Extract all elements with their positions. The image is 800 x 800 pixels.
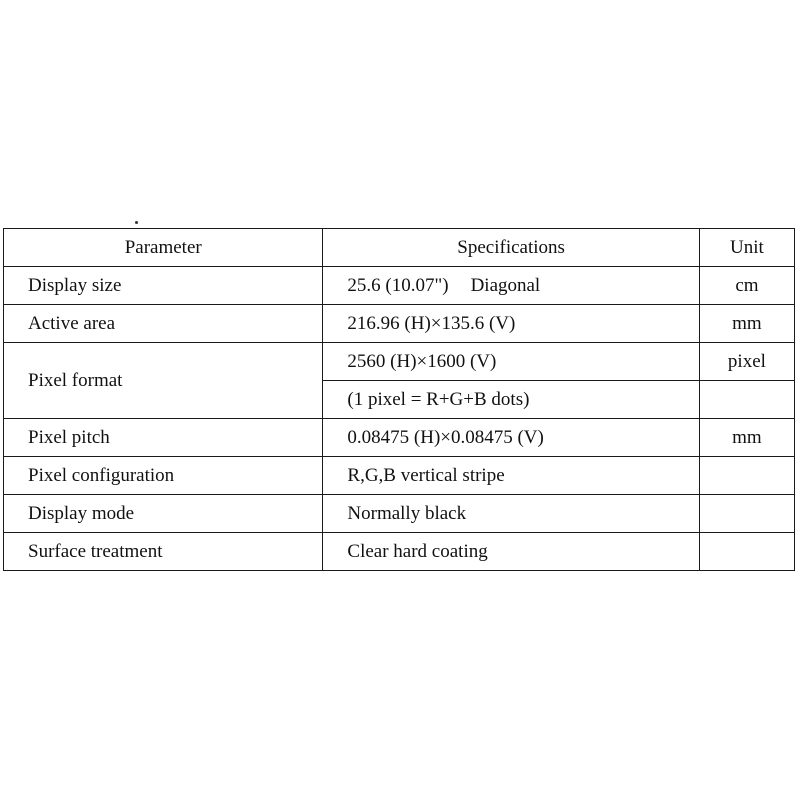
spec-extra: Diagonal	[470, 274, 541, 296]
spec-value: 25.6 (10.07")	[347, 274, 449, 296]
table-row	[4, 305, 795, 343]
table-row	[4, 419, 795, 457]
unit-cell	[699, 381, 794, 419]
spec-cell: 0.08475 (H)×0.08475 (V)	[323, 419, 699, 457]
unit-cell: pixel	[699, 343, 794, 381]
header-unit: Unit	[699, 229, 794, 267]
table-row	[4, 495, 795, 533]
spec-cell: 2560 (H)×1600 (V)	[323, 343, 699, 381]
spec-cell: R,G,B vertical stripe	[323, 457, 699, 495]
spec-cell: Clear hard coating	[323, 533, 699, 571]
unit-cell	[699, 457, 794, 495]
header-specifications: Specifications	[323, 229, 699, 267]
parameter-cell: Display mode	[4, 495, 323, 533]
parameter-cell: Pixel format	[4, 343, 323, 419]
table-row	[4, 533, 795, 571]
table-row	[4, 267, 795, 305]
table-row	[4, 457, 795, 495]
table-row	[4, 343, 795, 381]
parameter-cell: Pixel pitch	[4, 419, 323, 457]
parameter-cell: Surface treatment	[4, 533, 323, 571]
spec-cell: 216.96 (H)×135.6 (V)	[323, 305, 699, 343]
parameter-cell: Display size	[4, 267, 323, 305]
unit-cell	[699, 495, 794, 533]
header-parameter: Parameter	[4, 229, 323, 267]
unit-cell: cm	[699, 267, 794, 305]
spec-cell: (1 pixel = R+G+B dots)	[323, 381, 699, 419]
parameter-cell: Pixel configuration	[4, 457, 323, 495]
unit-cell: mm	[699, 419, 794, 457]
stray-mark	[135, 221, 138, 224]
specification-table	[3, 228, 795, 571]
unit-cell: mm	[699, 305, 794, 343]
table-header-row	[4, 229, 795, 267]
spec-cell: Normally black	[323, 495, 699, 533]
spec-cell	[323, 267, 699, 305]
unit-cell	[699, 533, 794, 571]
parameter-cell: Active area	[4, 305, 323, 343]
